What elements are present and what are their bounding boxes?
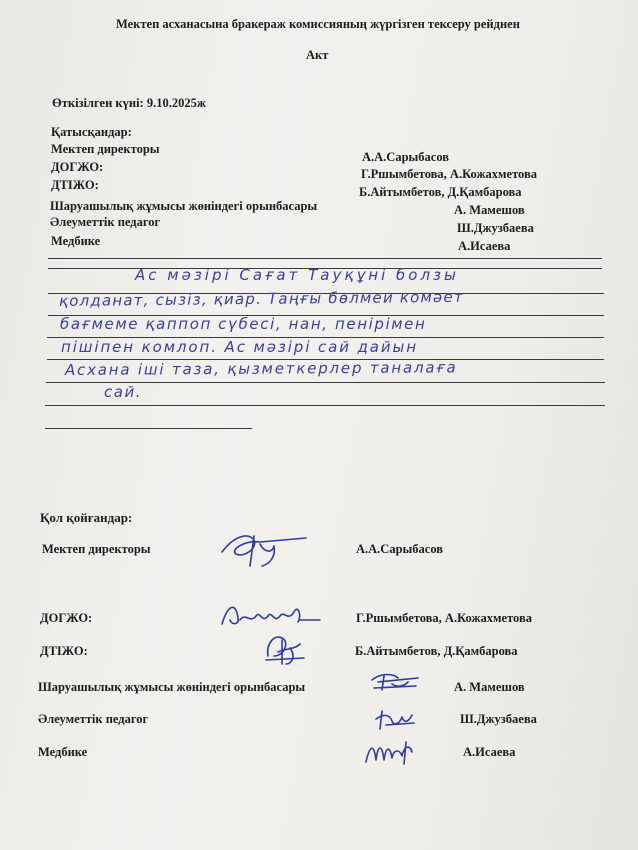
participant-names: А. Мамешов <box>454 203 525 217</box>
signature-mark-dtizho <box>260 626 310 668</box>
participant-names: Ш.Джузбаева <box>457 221 534 235</box>
document-subtitle: Акт <box>306 48 329 62</box>
signatures-heading: Қол қойғандар: <box>40 510 133 525</box>
signature-names: Б.Айтымбетов, Д.Қамбарова <box>355 644 518 658</box>
participant-role: Медбике <box>51 234 101 248</box>
participant-names: Б.Айтымбетов, Д.Қамбарова <box>359 185 522 199</box>
signature-role: Медбике <box>38 745 88 759</box>
signature-names: Ш.Джузбаева <box>460 712 537 726</box>
signature-mark-social-pedagogue <box>372 703 422 733</box>
document-title: Мектеп асханасына бракераж комиссияның жүргізген тексеру рейднен <box>116 17 520 31</box>
signature-names: А. Мамешов <box>454 680 525 694</box>
signature-names: А.А.Сарыбасов <box>356 542 444 556</box>
signature-role: Әлеуметтік педагог <box>38 712 149 726</box>
participant-names: Г.Ршымбетова, А.Кожахметова <box>361 167 538 181</box>
participant-role: ДТІЖО: <box>51 178 99 192</box>
handwritten-line: қолданат, сызіз, қиар. Таңғы бөлмеи комәет <box>58 287 464 310</box>
signature-role: Мектеп директоры <box>42 542 151 556</box>
signature-role: ДОГЖО: <box>40 611 93 625</box>
date-line: Өткізілген күні: 9.10.2025ж <box>52 96 206 110</box>
signature-mark-nurse <box>362 734 422 770</box>
handwritten-line: бағмеме қаппоп сүбесі, нан, пенірімен <box>60 315 427 333</box>
handwritten-line: Асхана іші таза, қызметкерлер таналаға <box>64 358 458 379</box>
signature-mark-deputy <box>368 666 424 694</box>
signature-mark-director <box>214 522 314 570</box>
handwritten-line: пішіпен комлоп. Ас мәзірі сай дайын <box>61 338 418 356</box>
handwritten-line: Ас мәзірі Сағат Тауқұні болзы <box>135 266 459 284</box>
participant-names: А.Исаева <box>458 239 511 253</box>
participants-heading: Қатысқандар: <box>51 125 132 139</box>
ruled-line <box>45 428 252 429</box>
participant-role: Шаруашылық жұмысы жөніндегі орынбасары <box>50 199 318 213</box>
participant-role: Мектеп директоры <box>51 142 160 156</box>
ruled-line <box>48 258 602 259</box>
signature-names: А.Исаева <box>463 745 516 759</box>
handwritten-line: сай. <box>104 383 142 401</box>
participant-role: Әлеуметтік педагог <box>50 215 161 229</box>
signature-role: Шаруашылық жұмысы жөніндегі орынбасары <box>38 680 306 694</box>
participant-role: ДОГЖО: <box>51 160 104 174</box>
signature-names: Г.Ршымбетова, А.Кожахметова <box>356 611 533 625</box>
participant-names: А.А.Сарыбасов <box>362 150 450 164</box>
signature-role: ДТІЖО: <box>40 644 88 658</box>
ruled-line <box>45 405 605 406</box>
